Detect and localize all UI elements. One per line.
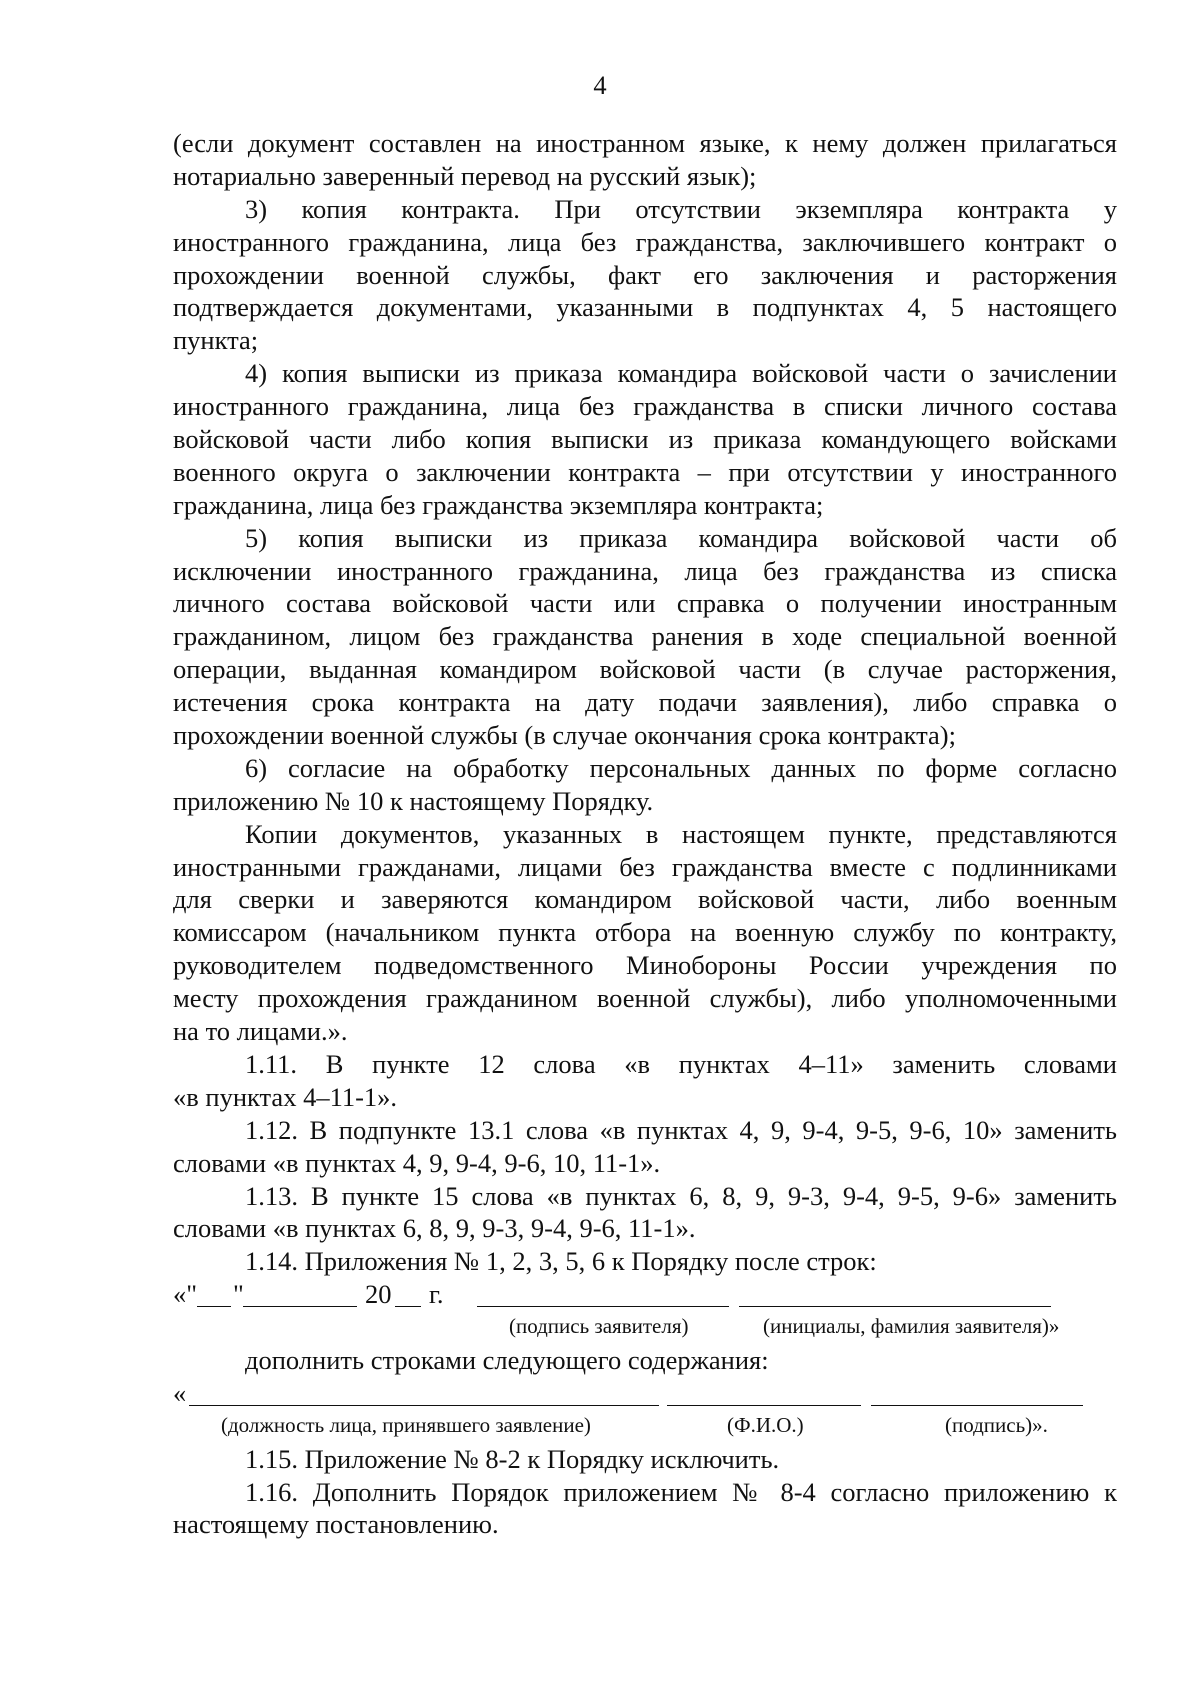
- quote-open: «: [173, 1377, 187, 1408]
- text-line: прохождении военной службы (в случае окончания срока контракта);: [173, 720, 956, 751]
- day-blank: [197, 1306, 231, 1307]
- official-captions: [173, 1410, 1117, 1443]
- text-line: истечения срока контракта на дату подачи заявления), либо справка о: [173, 687, 1117, 718]
- text-line: иностранными гражданами, лицами без гражданства вместе с подлинниками: [173, 851, 1117, 882]
- text-line: словами «в пунктах 6, 8, 9, 9-3, 9-4, 9-6, 11-1».: [173, 1213, 696, 1244]
- text-line: иностранного гражданина, лица без гражданства, заключившего контракт о: [173, 226, 1117, 257]
- month-blank: [243, 1306, 357, 1307]
- caption-position: (должность лица, принявшего заявление): [221, 1412, 591, 1437]
- applicant-captions: [173, 1311, 1117, 1344]
- text-line: иностранного гражданина, лица без гражданства в списки личного состава: [173, 391, 1117, 422]
- fio-blank: [667, 1405, 861, 1406]
- caption-applicant-signature: (подпись заявителя): [509, 1314, 689, 1339]
- text-line: (если документ составлен на иностранном языке, к нему должен прилагаться: [173, 128, 1117, 158]
- applicant-signature-line: [173, 1278, 1117, 1311]
- page-number: 4: [593, 70, 607, 100]
- official-signature-blank: [871, 1405, 1083, 1406]
- text-line: 1.12. В подпункте 13.1 слова «в пунктах 4, 9, 9-4, 9-5, 9-6, 10» заменить: [245, 1114, 1117, 1145]
- text-line: личного состава войсковой части или справка о получении иностранным: [173, 588, 1117, 619]
- text-line: операции, выданная командиром войсковой части (в случае расторжения,: [173, 654, 1117, 685]
- text-line: словами «в пунктах 4, 9, 9-4, 9-6, 10, 11-1».: [173, 1147, 661, 1178]
- text-line: 1.14. Приложения № 1, 2, 3, 5, 6 к Порядку после строк:: [245, 1246, 877, 1277]
- document-body: [173, 127, 1117, 1541]
- text-line: 1.11. В пункте 12 слова «в пунктах 4–11» заменить словами: [245, 1048, 1117, 1079]
- text-line: прохождении военной службы, факт его заключения и расторжения: [173, 259, 1117, 290]
- quote-open: «": [173, 1279, 198, 1310]
- text-line: руководителем подведомственного Минобороны России учреждения по: [173, 950, 1117, 981]
- year-blank: [395, 1306, 421, 1307]
- text-line: нотариально заверенный перевод на русский язык);: [173, 160, 757, 191]
- text-line: для сверки и заверяются командиром войсковой части, либо военным: [173, 884, 1117, 915]
- official-signature-line: [173, 1377, 1117, 1410]
- caption-fio: (Ф.И.О.): [727, 1412, 804, 1437]
- text-line: 6) согласие на обработку персональных данных по форме согласно: [245, 752, 1117, 783]
- text-line: 5) копия выписки из приказа командира войсковой части об: [245, 522, 1117, 553]
- text-line: «в пунктах 4–11-1».: [173, 1081, 398, 1112]
- text-line: 3) копия контракта. При отсутствии экземпляра контракта у: [245, 193, 1117, 224]
- text-line: настоящему постановлению.: [173, 1509, 499, 1540]
- text-line: приложению № 10 к настоящему Порядку.: [173, 785, 654, 816]
- text-line: Копии документов, указанных в настоящем пункте, представляются: [245, 818, 1117, 849]
- applicant-name-blank: [739, 1306, 1051, 1307]
- text-line: исключении иностранного гражданина, лица без гражданства из списка: [173, 555, 1117, 586]
- text-line: гражданином, лицом без гражданства ранения в ходе специальной военной: [173, 621, 1117, 652]
- text-line: подтверждается документами, указанными в подпунктах 4, 5 настоящего: [173, 292, 1117, 323]
- text-line: войсковой части либо копия выписки из приказа командующего войсками: [173, 424, 1117, 455]
- text-line: 1.16. Дополнить Порядок приложением № 8-4 согласно приложению к: [245, 1476, 1117, 1507]
- text-line: военного округа о заключении контракта – при отсутствии у иностранного: [173, 456, 1117, 487]
- text-line: 4) копия выписки из приказа командира войсковой части о зачислении: [245, 358, 1117, 389]
- text-line: месту прохождения гражданином военной службы), либо уполномоченными: [173, 983, 1117, 1014]
- position-blank: [189, 1405, 659, 1406]
- text-line: 1.13. В пункте 15 слова «в пунктах 6, 8, 9, 9-3, 9-4, 9-5, 9-6» заменить: [245, 1180, 1117, 1211]
- quote-close: ": [233, 1279, 244, 1310]
- caption-applicant-name: (инициалы, фамилия заявителя)»: [763, 1314, 1060, 1339]
- year-suffix: г.: [429, 1279, 444, 1310]
- applicant-signature-blank: [477, 1306, 729, 1307]
- text-line: 1.15. Приложение № 8-2 к Порядку исключить.: [245, 1443, 780, 1474]
- year-prefix: 20: [365, 1279, 392, 1310]
- text-line: комиссаром (начальником пункта отбора на военную службу по контракту,: [173, 917, 1117, 948]
- text-line: пункта;: [173, 325, 259, 356]
- caption-official-signature: (подпись)».: [945, 1412, 1048, 1437]
- text-line: на то лицами.».: [173, 1016, 348, 1047]
- text-line: дополнить строками следующего содержания:: [245, 1344, 769, 1375]
- text-line: гражданина, лица без гражданства экземпляра контракта;: [173, 489, 824, 520]
